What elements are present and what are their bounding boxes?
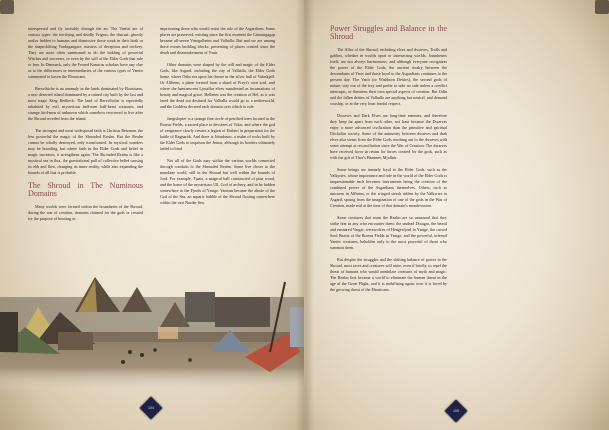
section-heading: Power Struggles and Balance in the Shroud: [330, 24, 447, 41]
left-page-column-1: [28, 26, 143, 228]
paragraph: The strongest and most widespread faith is Christus Reizman, the less powerful the magic of the Shrouded Realm. But the Realm cannot be wholly destroyed, only transformed. In mystical wonders may be brooding, but where faith in the Elder Gods and belief in magic increases, it strengthens again. The Shrouded Realm is like a mystical sea in flux, the gravitational pull of collective belief causing its ebb and flow, changing its inner reality, while also expanding the bounds of all that is probable.: [28, 128, 143, 175]
page-number: 104: [148, 406, 154, 410]
paragraph: Other domains were shaped by the will and magic of the Elder Gods, like Asgard, including the city of Valhalla, the Elder Gods home, where Odin sits upon his throne in the silver hall of Valaskjalf. Or Alfheim, a plane formed from a shard of Freyr's own soul, and where the luminescent Ljosalfar elves manifested as incarnations of beauty and magical grace. Helheim was the creation of Hel, as it was fated the dead not destined for Valhalla would go to a netherworld, and the Goddess decreed each domain over which to rule.: [160, 62, 275, 109]
village-illustration: [0, 272, 304, 392]
paragraph: interspersed and fly invisibly through the air. The Vaettir are of various types: the terrifying and deadly Vrigrus, the distrust, ghostly and/or hidden to humans and dismissive those weak in their birth or the shapeshifting Vardøgangare, masters of deception and trickery. They are most often summoned to do the bidding of powerful Witches and sorcerers, or even by the will of the Elder Gods that rule or fear. In Denmark, only the Feared Kanucas scholars have any clue as to the differences or intermediaries of the various types of Vaettir summoned to haven the Ebonicans.: [28, 26, 143, 79]
paragraph: Many worlds were formed within the boundaries of the Shroud, during the war of creation, domains claimed for the gods or created for the purpose of housing or: [28, 204, 143, 221]
paragraph: Some creatures that roam the Realm are so unnatural that they strike fear in any who encounter them: the undead Draugar, the beastl and ensnared Vargar, werewolves of Hengesfjord in Ymige, the cursed Soul Beasts of the Boreas Fields in Ymige, and the powerful, infernal Vaettir creatures, beholden only to the most powerful of those who summon them.: [330, 215, 447, 250]
left-page: [0, 0, 304, 430]
book-gutter: [296, 0, 314, 430]
paragraph: Some beings are innately loyal to the Elder Gods, such as the Valkyries, whose importance and role in the world of the Elder Gods is unquestionable each becomes instruments being the creation of the combined power of the Asgardians themselves. Others, such as unicorns in Alfheim, or the winged steeds ridden by the Valkyries in Asgard, sprung from the imagination of one of the gods in the War of Creation, made real at the time of that domain's manifestation.: [330, 167, 447, 208]
page-number: 105: [453, 409, 459, 413]
page-corner-mark: [595, 0, 609, 14]
page-corner-mark: [0, 0, 14, 14]
paragraph: Jaegislopier is a strange fine circle of petrified trees located in the Boreas Fields, a sacred place to devotees of Vidar, and where the god of vengeance slowly creates a legion of Einheri in preparation for the battle of Ragnarök. And there is Jötunheim, a realm of rocks built by the Elder Gods to imprison the Jotnar, although its borders ultimately failed to bind.: [160, 116, 275, 151]
paragraph: Bersvibiche is an anomaly in the lands dominated by Ebonicans, a new deserted island dominated by a ruined city built by the last and most tragic King Redbeck. The land of Bersvibiche is reportedly inhabited by evil, mysterious half-men half-beast creatures, and strange bird-men of unknown which somehow recovered to live after the Shroud receded from the island.: [28, 86, 143, 121]
left-page-column-2: [160, 26, 275, 212]
page-number-badge: [140, 397, 163, 420]
paragraph: The Alfar of the Shroud, including elves and dwarves, Trolls and goblins, whether in worlds apart or intersecting worlds, Jotunheims itself, are not always harmonious, and although everyone recognizes the power of the Elder Gods, the ancient rivalry between the descendants of Ymir and those loyal to the Asgardians continues to the present day. The Vanir (or Wishborn Deities), the second gods of nature, stay out of the fray and prefer to take no side unless a conflict interrupts, or threatens their own special aspects of creation. But Odin and the fallen deities of Valhalla are anything but neutral, and demand worship, or at the very least fearful respect.: [330, 47, 447, 106]
section-heading: The Shroud in The Numinous Domains: [28, 181, 143, 198]
paragraph: imprisoning those who would resist the rule of the Asgardians. Some places are preserved, existing since the first moment the Ginnungagap became all-seven Vinogolheim and Valhalla. But and we are among those events building blocks, presenting of places created since the death and dismemberment of Ymir.: [160, 26, 275, 55]
paragraph: Dwarves and Dark Elves are long-time enemies, and therefore they keep far apart from each other, not least because the Dwarves enjoy a more advanced civilization than the primitive and spiritual Döckalfar society. Some of the animosity between dwarves and dark elves also stems from the Elder Gods reaching out to the dwarves with some attempt at reconciliation since the War of Creation. The dwarves have received favor in return for forces created for the gods, such as with the gift of Thor's Hammer, Mjollnir.: [330, 113, 447, 160]
page-number-badge: [445, 400, 468, 423]
paragraph: But despite the struggles and the shifting balance of power in the Shroud, most races and creatures will unite, even if briefly, to repel the threat of humans who would annihilate creatures of myth and magic. The Realm first became a world to eliminate the human threat in the age of the Great Flight, and it is mobilizing again, now it is faced by the growing threat of the Ebonicans.: [330, 257, 447, 292]
right-page-column-1: [330, 21, 447, 299]
paragraph: Not all of the Gods may within the various worlds connected through conduits to the Shrouded Realm. Some live closer to the mundane world, still in the Shroud but well within the bounds of Jord. For example, Tjazis, a magical hall constructed of pine wood, and the home of the mysterious Ull, God of archery, and in he hidden somewhere in the Fjords of Ymige. Vanirun became the abode of the God of the Sea, an aquatic bubble of the Shroud floating somewhere within the vast Norder Sea.: [160, 158, 275, 205]
